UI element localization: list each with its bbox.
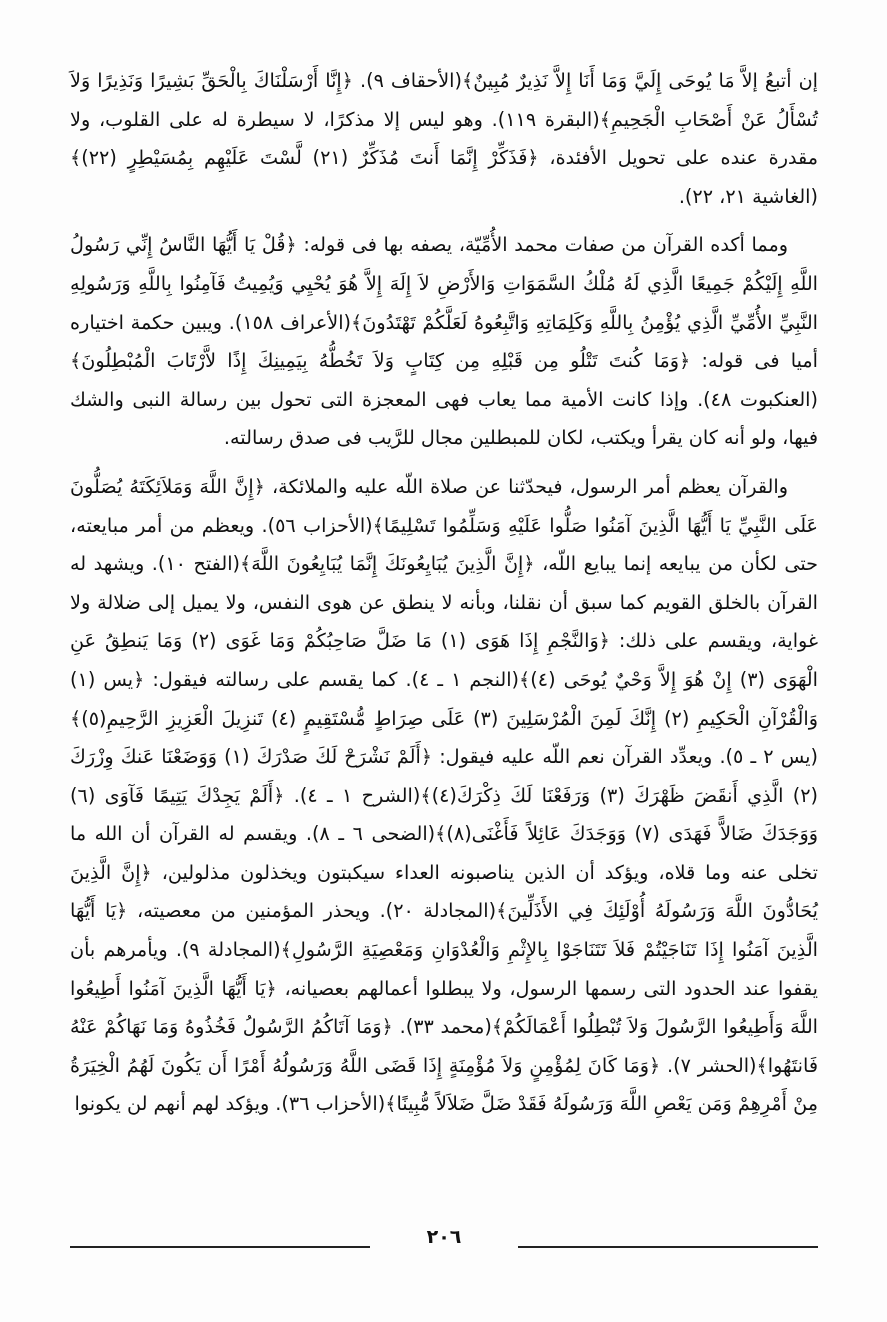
paragraph-1: إن أتبعُ إلاَّ مَا يُوحَى إِلَيَّ وَمَا أَنَا إِلاَّ نَذِيرٌ مُبِينٌ﴾(الأحقاف ٩). ﴿إِنَّا أَرْسَلْنَاكَ بِالْحَقِّ بَشِيرًا وَنَذِيرًا وَلاَ تُسْأَلُ عَنْ أَصْحَابِ الْجَحِيمِ﴾(البقرة ١١٩). وهو ليس إلا مذكرًا، لا سيطرة له على القلوب، ولا مقدرة عنده على تحويل الأفئدة، ﴿فَذَكِّرْ إِنَّمَا أَنتَ مُذَكِّرٌ (٢١) لَّسْتَ عَلَيْهِم بِمُسَيْطِرٍ (٢٢)﴾ (الغاشية ٢١، ٢٢). xyxy=(70,69,819,208)
page-body-text xyxy=(70,62,818,1124)
page-number: ٢٠٦ xyxy=(426,1226,462,1248)
footer-rule-right xyxy=(518,1246,818,1248)
paragraph-3: والقرآن يعظم أمر الرسول، فيحدّثنا عن صلاة اللّه عليه والملائكة، ﴿إِنَّ اللَّهَ وَمَلاَئِكَتَهُ يُصَلُّونَ عَلَى النَّبِيِّ يَا أَيُّهَا الَّذِينَ آمَنُوا صَلُّوا عَلَيْهِ وَسَلِّمُوا تَسْلِيمًا﴾(الأحزاب ٥٦). ويعظم من أمر مبايعته، حتى لكأن من يبايعه إنما يبايع اللّه، ﴿إِنَّ الَّذِينَ يُبَايِعُونَكَ إِنَّمَا يُبَايِعُونَ اللَّهَ﴾(الفتح ١٠). ويشهد له القرآن بالخلق القويم كما سبق أن نقلنا، وبأنه لا ينطق عن هوى النفس، ولا يميل إلى ضلالة ولا غواية، ويقسم على ذلك: ﴿وَالنَّجْمِ إِذَا هَوَى (١) مَا ضَلَّ صَاحِبُكُمْ وَمَا غَوَى (٢) وَمَا يَنطِقُ عَنِ الْهَوَى (٣) إِنْ هُوَ إِلاَّ وَحْيٌ يُوحَى (٤)﴾(النجم ١ ـ ٤). كما يقسم على رسالته فيقول: ﴿يس (١) وَالْقُرْآنِ الْحَكِيمِ (٢) إِنَّكَ لَمِنَ الْمُرْسَلِينَ (٣) عَلَى صِرَاطٍ مُّسْتَقِيمٍ (٤) تَنزِيلَ الْعَزِيزِ الرَّحِيمِ(٥)﴾(يس ٢ ـ ٥). ويعدِّد القرآن نعم اللّه عليه فيقول: ﴿أَلَمْ نَشْرَحْ لَكَ صَدْرَكَ (١) وَوَضَعْنَا عَنكَ وِزْرَكَ (٢) الَّذِي أَنقَضَ ظَهْرَكَ (٣) وَرَفَعْنَا لَكَ ذِكْرَكَ(٤)﴾(الشرح ١ ـ ٤). ﴿أَلَمْ يَجِدْكَ يَتِيمًا فَآوَى (٦) وَوَجَدَكَ ضَالاًّ فَهَدَى (٧) وَوَجَدَكَ عَائِلاً فَأَغْنَى(٨)﴾(الضحى ٦ ـ ٨). ويقسم له القرآن أن الله ما تخلى عنه وما قلاه، ويؤكد أن الذين يناصبونه العداء سيكبتون ويخذلون مذلولين، ﴿إِنَّ الَّذِينَ يُحَادُّونَ اللَّهَ وَرَسُولَهُ أُوْلَئِكَ فِي الأَذَلِّينَ﴾(المجادلة ٢٠). ويحذر المؤمنين من معصيته، ﴿يَا أَيُّهَا الَّذِينَ آمَنُوا إِذَا تَنَاجَيْتُمْ فَلاَ تَتَنَاجَوْا بِالإِثْمِ وَالْعُدْوَانِ وَمَعْصِيَةِ الرَّسُولِ﴾(المجادلة ٩). ويأمرهم بأن يقفوا عند الحدود التى رسمها الرسول، ولا يبطلوا أعمالهم بعصيانه، ﴿يَا أَيُّهَا الَّذِينَ آمَنُوا أَطِيعُوا اللَّهَ وَأَطِيعُوا الرَّسُولَ وَلاَ تُبْطِلُوا أَعْمَالَكُمْ﴾(محمد ٣٣). ﴿وَمَا آتَاكُمُ الرَّسُولُ فَخُذُوهُ وَمَا نَهَاكُمْ عَنْهُ فَانتَهُوا﴾(الحشر ٧). ﴿وَمَا كَانَ لِمُؤْمِنٍ وَلاَ مُؤْمِنَةٍ إِذَا قَضَى اللَّهُ وَرَسُولُهُ أَمْرًا أَن يَكُونَ لَهُمُ الْخِيَرَةُ مِنْ أَمْرِهِمْ وَمَن يَعْصِ اللَّهَ وَرَسُولَهُ فَقَدْ ضَلَّ ضَلاَلاً مُّبِينًا﴾(الأحزاب ٣٦). ويؤكد لهم أنهم لن يكونوا xyxy=(70,474,819,1116)
page-footer xyxy=(70,1226,818,1258)
paragraph-2: ومما أكده القرآن من صفات محمد الأُمِّيّة، يصفه بها فى قوله: ﴿قُلْ يَا أَيُّهَا النَّاسُ إِنِّي رَسُولُ اللَّهِ إِلَيْكُمْ جَمِيعًا الَّذِي لَهُ مُلْكُ السَّمَوَاتِ وَالأَرْضِ لاَ إِلَهَ إِلاَّ هُوَ يُحْيِي وَيُمِيتُ فَآمِنُوا بِاللَّهِ وَرَسُولِهِ النَّبِيِّ الأُمِّيِّ الَّذِي يُؤْمِنُ بِاللَّهِ وَكَلِمَاتِهِ وَاتَّبِعُوهُ لَعَلَّكُمْ تَهْتَدُونَ﴾(الأعراف ١٥٨). ويبين حكمة اختياره أميا فى قوله: ﴿وَمَا كُنتَ تَتْلُو مِن قَبْلِهِ مِن كِتَابٍ وَلاَ تَخُطُّهُ بِيَمِينِكَ إِذًا لاَّرْتَابَ الْمُبْطِلُونَ﴾(العنكبوت ٤٨). وإذا كانت الأمية مما يعاب فهى المعجزة التى تحول بين رسالة النبى والشك فيها، ولو أنه كان يقرأ ويكتب، لكان للمبطلين مجال للرَّيب فى صدق رسالته. xyxy=(70,233,819,450)
